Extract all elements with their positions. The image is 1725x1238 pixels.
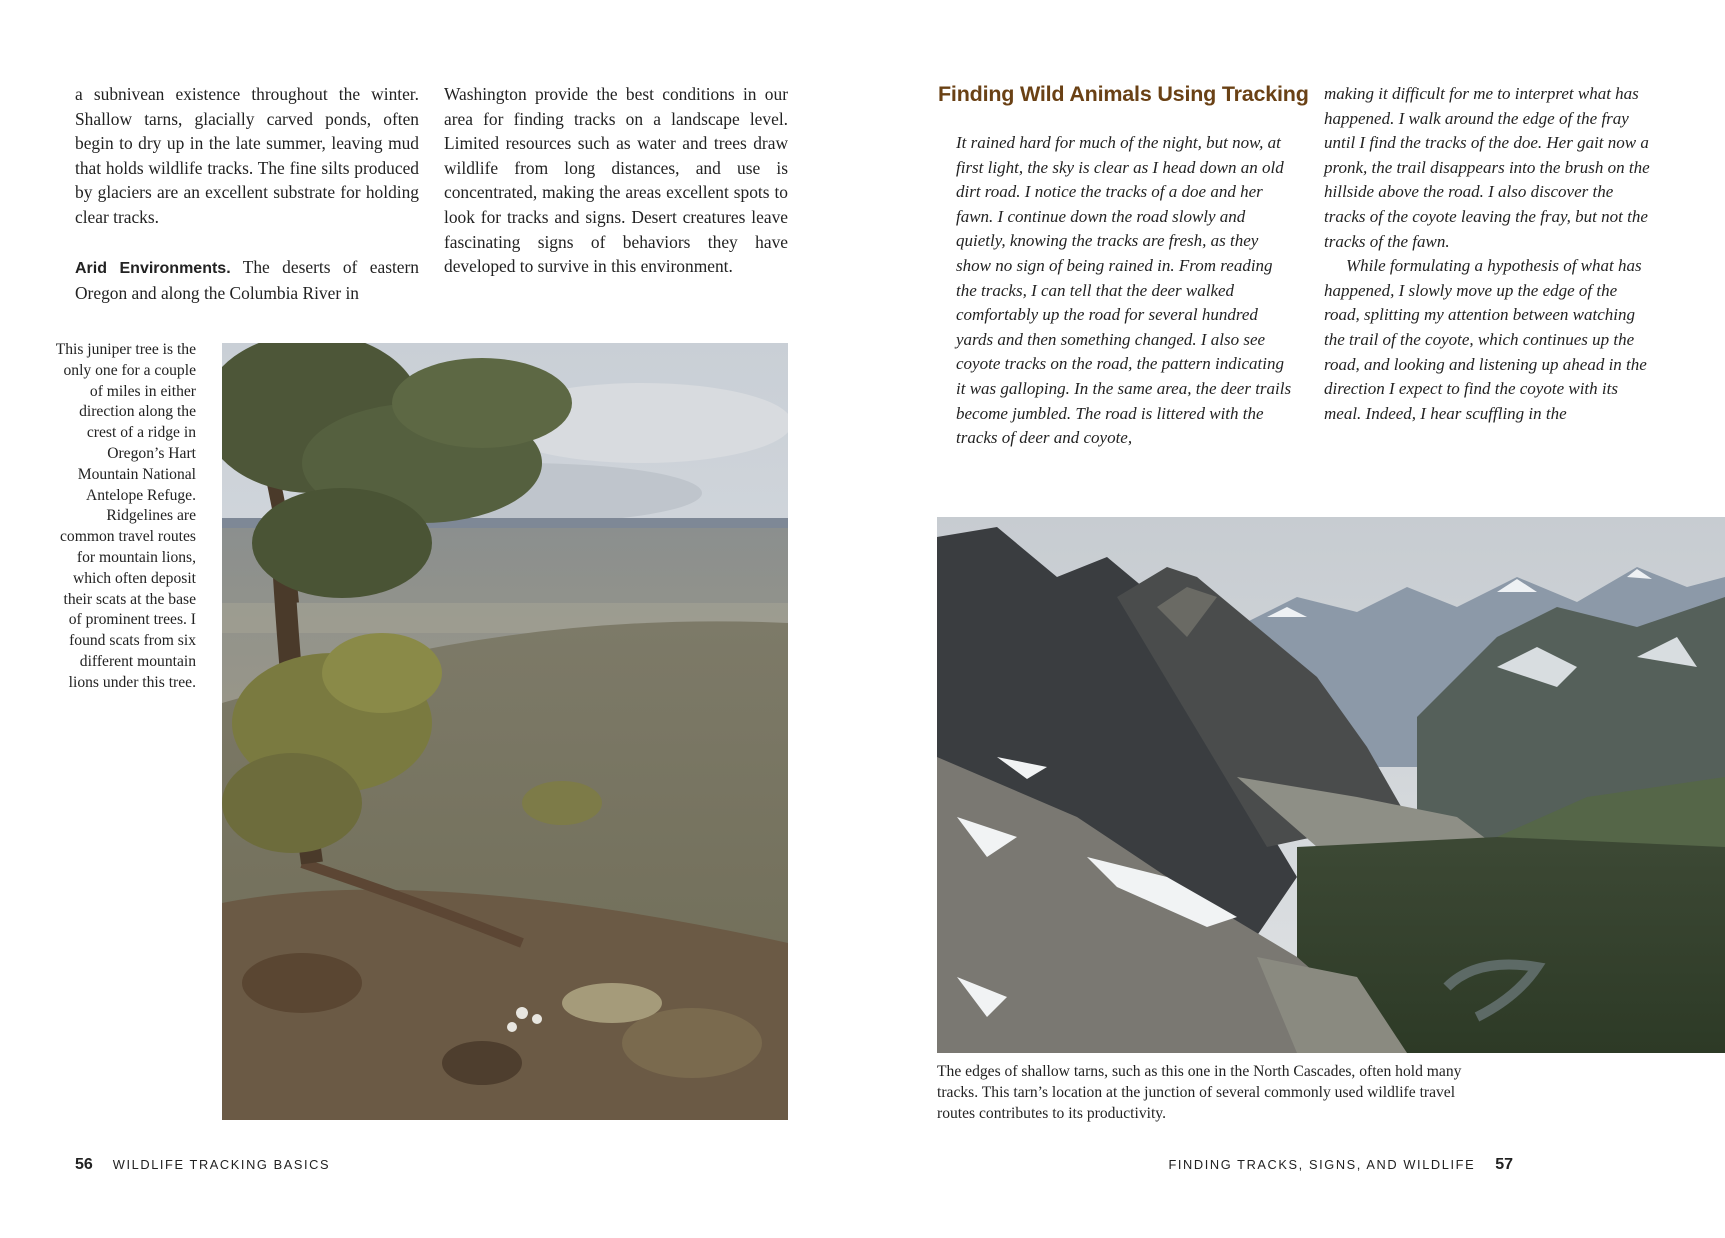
mountain-valley-illustration bbox=[937, 517, 1725, 1053]
runin-heading: Arid Environments. bbox=[75, 259, 231, 277]
paragraph: a subnivean existence throughout the winter. Shallow tarns, glacially carved ponds, often begin to dry up in the late summer, leaving mud that holds wildlife tracks. The fine silts produced by glaciers are an excellent substrate for holding clear tracks. bbox=[75, 84, 419, 227]
paragraph bbox=[75, 255, 419, 306]
cascades-photo-caption: The edges of shallow tarns, such as this one in the North Cascades, often hold many tracks. This tarn’s location at the junction of several commonly used wildlife travel routes contributes to its productivity. bbox=[937, 1063, 1462, 1122]
left-page-footer bbox=[75, 1156, 330, 1174]
running-head: FINDING TRACKS, SIGNS, AND WILDLIFE bbox=[1168, 1157, 1476, 1172]
paragraph: Washington provide the best conditions in our area for finding tracks on a landscape level. Limited resources such as water and trees draw wildlife from long distances, and use is concentrated, making the areas excellent spots to look for tracks and signs. Desert creatures leave fascinating signs of behaviors they have developed to survive in this environment. bbox=[444, 84, 788, 277]
paragraph: making it difficult for me to interpret what has happened. I walk around the edge of the fray until I find the tracks of the doe. Her gait now a pronk, the trail disappears into the brush on the hillside above the road. I also discover the tracks of the coyote leaving the fray, but not the tracks of the fawn. bbox=[1324, 84, 1650, 251]
section-heading: Finding Wild Animals Using Tracking bbox=[938, 82, 1309, 106]
right-page-footer bbox=[1168, 1156, 1513, 1174]
running-head: WILDLIFE TRACKING BASICS bbox=[112, 1157, 331, 1172]
left-page bbox=[0, 0, 862, 1238]
paragraph-text: The deserts of eastern Oregon and along the Columbia River in bbox=[75, 256, 419, 304]
left-column-2 bbox=[444, 82, 788, 279]
right-column-1 bbox=[956, 131, 1296, 451]
paragraph: It rained hard for much of the night, but now, at first light, the sky is clear as I head down an old dirt road. I notice the tracks of a doe and her fawn. I continue down the road slowly and quietly, knowing the tracks are fresh, as they show no sign of being rained in. From reading the tracks, I can tell that the deer walked comfortably up the road for several hundred yards and then something changed. I also see coyote tracks on the road, the pattern indicating it was galloping. In the same area, the deer trails become jumbled. The road is littered with the tracks of deer and coyote, bbox=[956, 133, 1292, 448]
left-column-1 bbox=[75, 82, 419, 306]
right-page bbox=[862, 0, 1725, 1238]
page-number: 56 bbox=[75, 1156, 93, 1173]
paragraph: While formulating a hypothesis of what has happened, I slowly move up the edge of the road, splitting my attention between watching the trail of the coyote, which continues up the road, and looking and listening up ahead in the direction I expect to find the coyote with its meal. Indeed, I hear scuffling in the bbox=[1324, 256, 1647, 423]
right-column-2 bbox=[1324, 82, 1654, 426]
north-cascades-photo bbox=[937, 517, 1725, 1053]
juniper-tree-photo bbox=[222, 343, 788, 1120]
page-number: 57 bbox=[1495, 1156, 1513, 1173]
juniper-photo-caption: This juniper tree is the only one for a couple of miles in either direction along the crest of a ridge in Oregon’s Hart Mountain National Antelope Refuge. Ridgelines are common travel routes for mountain lions, which often deposit their scats at the base of prominent trees. I found scats from six different mountain lions under this tree. bbox=[55, 341, 196, 691]
juniper-tree-illustration bbox=[222, 343, 788, 1120]
